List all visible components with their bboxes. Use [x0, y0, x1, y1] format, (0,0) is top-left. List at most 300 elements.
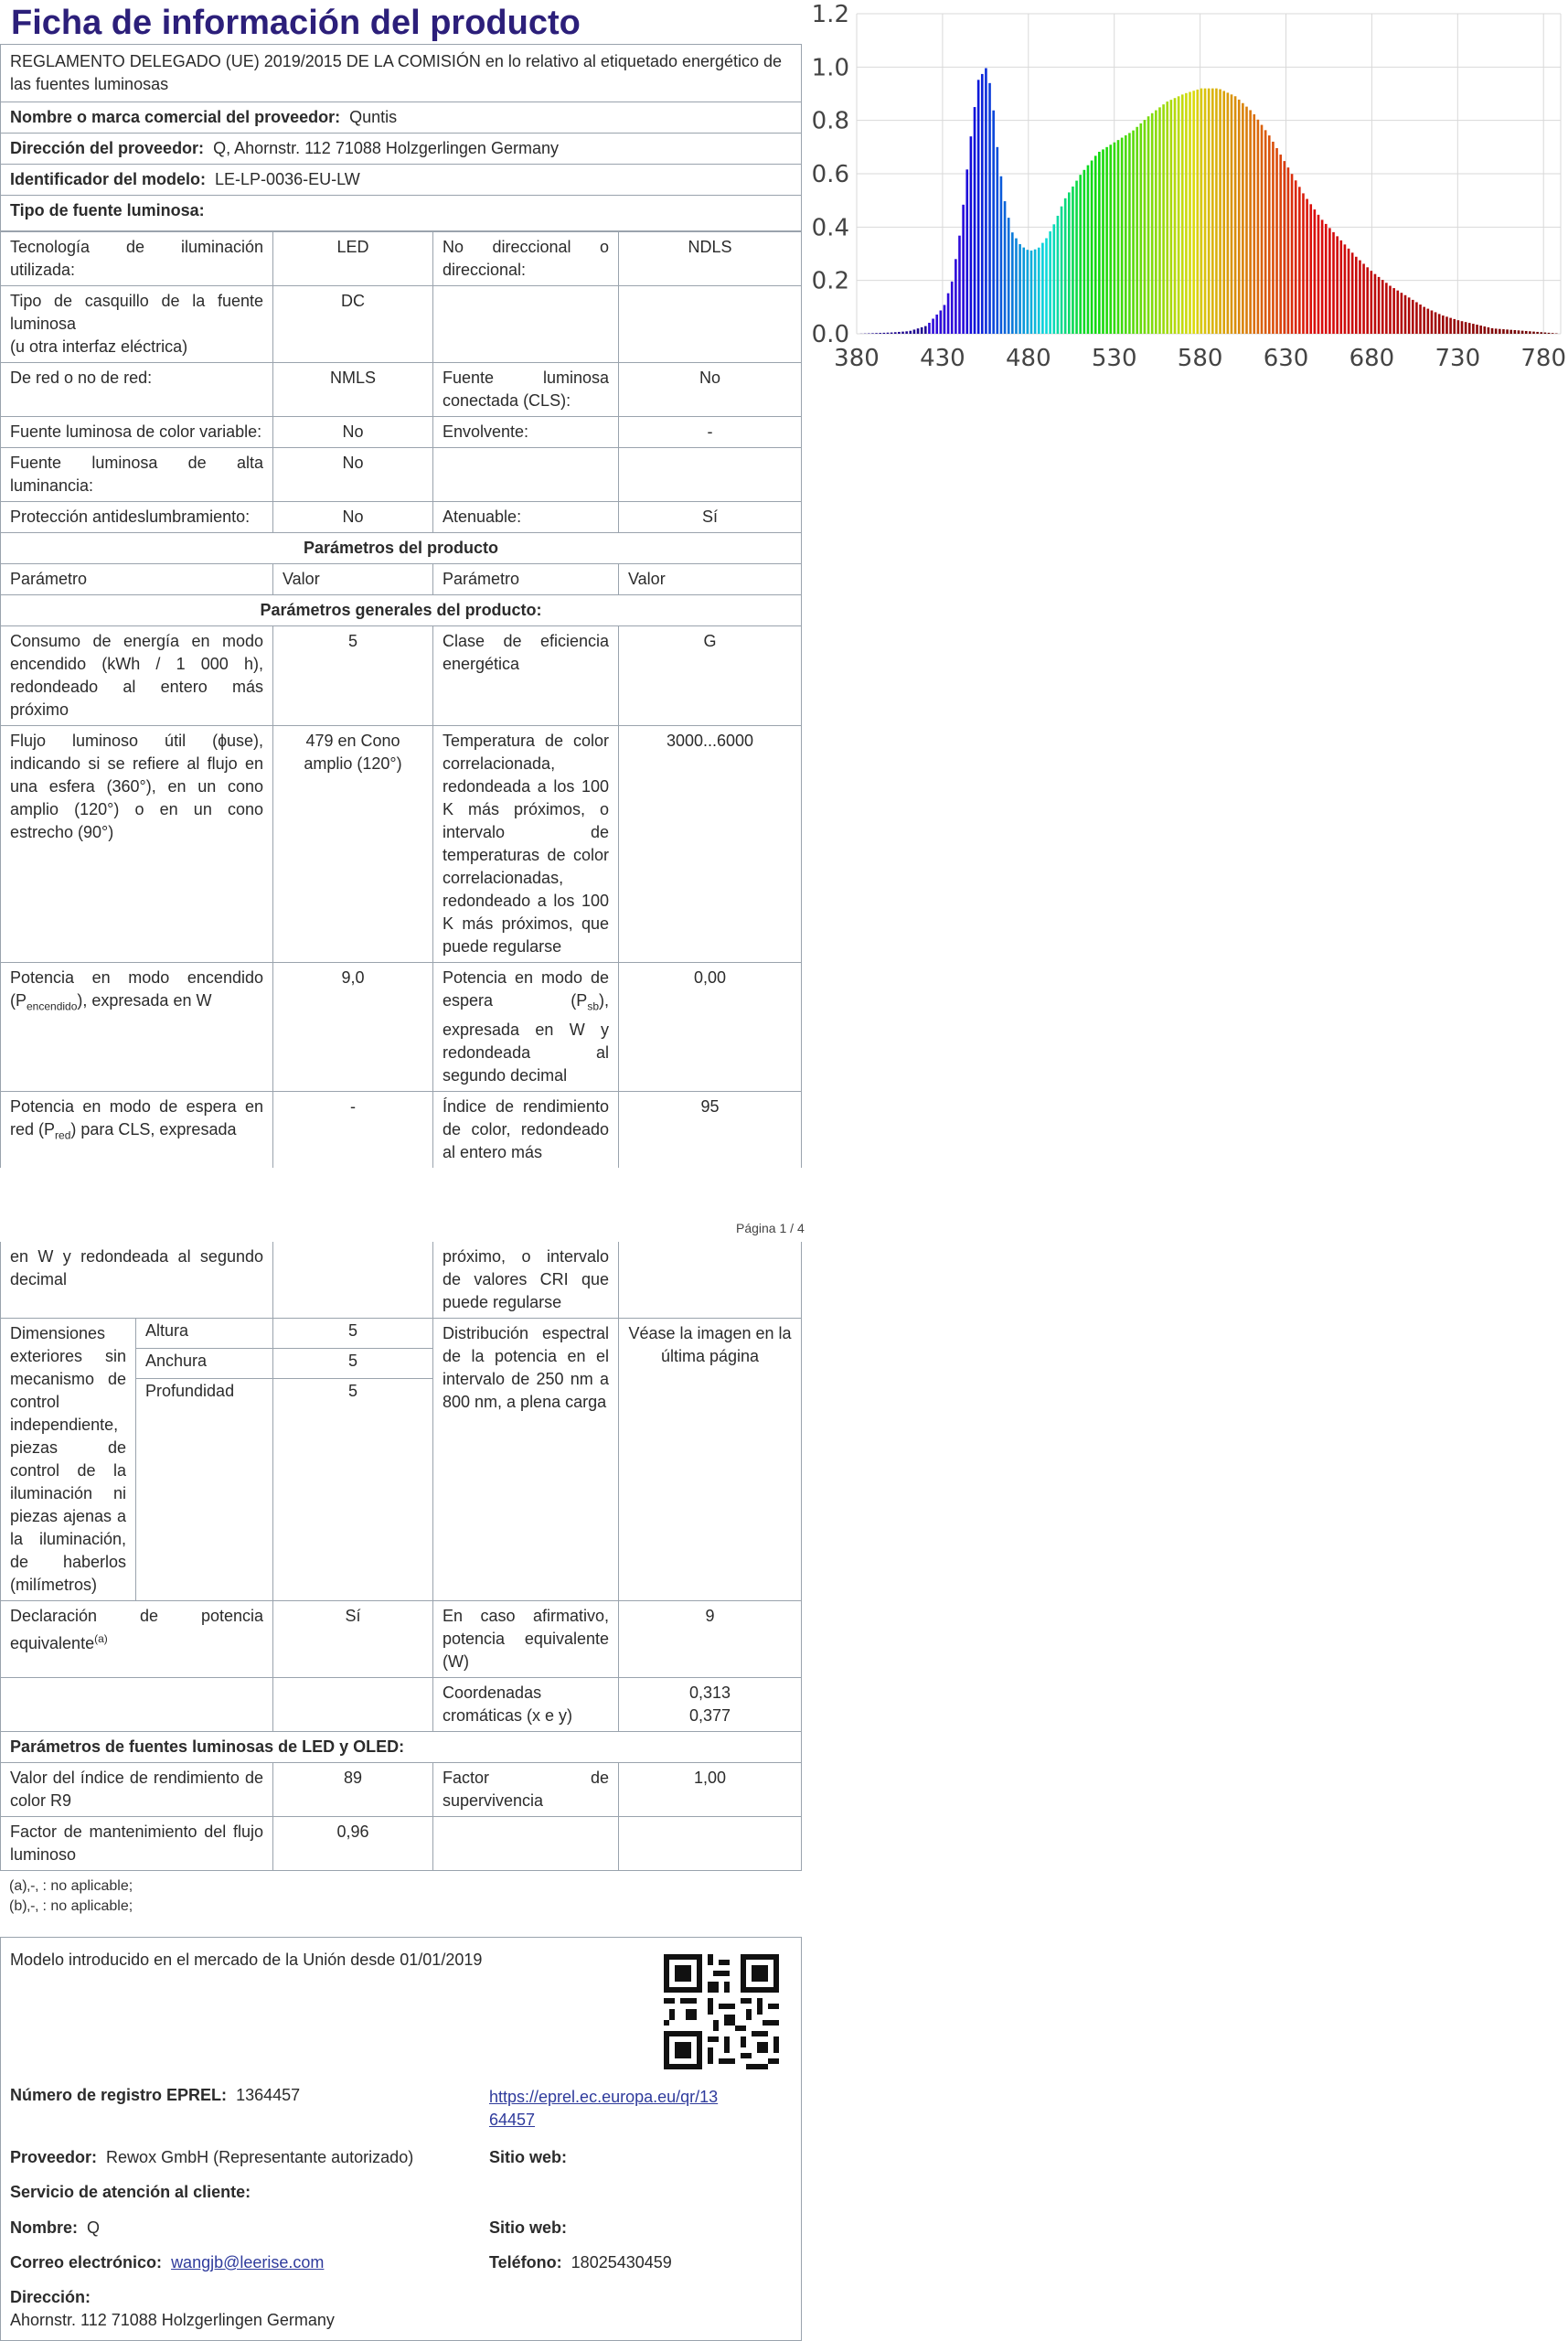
spectrum-bar: [1257, 120, 1260, 334]
spectrum-bar: [1064, 198, 1067, 334]
general-value-2: 95: [619, 1091, 802, 1168]
type-label-sub: (u otra interfaz eléctrica): [10, 337, 188, 356]
type-value-2: Sí: [619, 502, 802, 533]
spectrum-bar: [1328, 228, 1331, 334]
spectrum-bar: [1552, 333, 1554, 334]
source-type-heading: Tipo de fuente luminosa:: [1, 196, 802, 231]
spectrum-bar: [905, 331, 908, 334]
type-label: Fuente luminosa de color variable:: [1, 417, 273, 448]
network-standby-label-end: ) para CLS, expresada: [70, 1119, 237, 1138]
spectrum-bar: [1000, 176, 1003, 334]
col-value-header-2: Valor: [619, 564, 802, 595]
equivalent-value: Sí: [273, 1601, 433, 1678]
chroma-label: Coordenadas cromáticas (x e y): [433, 1678, 619, 1732]
spectrum-bar: [1536, 332, 1539, 334]
general-label: [1, 963, 273, 1092]
spectrum-bar: [1344, 244, 1347, 334]
spectral-label: Distribución espectral de la potencia en el intervalo de 250 nm a 800 nm, a plena carga: [433, 1319, 619, 1601]
page-number: Página 1 / 4: [736, 1221, 805, 1235]
y-tick-label: 0.4: [811, 214, 849, 242]
spectrum-bar: [1472, 324, 1475, 334]
spectrum-bar: [1196, 90, 1199, 334]
general-row: [1, 1091, 802, 1168]
type-row: [1, 232, 802, 286]
spectrum-bar: [1261, 125, 1264, 334]
type-row: [1, 286, 802, 363]
y-tick-label: 0.6: [811, 161, 849, 188]
general-value-2: G: [619, 626, 802, 726]
footnote-b: (b)‚-‚ : no aplicable;: [9, 1898, 133, 1914]
spectrum-bar: [1041, 243, 1044, 334]
spectrum-bar: [1030, 251, 1033, 334]
spectrum-bar: [1038, 248, 1040, 334]
continued-label: en W y redondeada al segundo decimal: [1, 1242, 273, 1319]
footnote-a: (a)‚-‚ : no aplicable;: [9, 1878, 133, 1894]
supplier-row: [1, 102, 802, 134]
spectrum-bar: [1381, 280, 1384, 334]
spectrum-bar: [1231, 94, 1233, 334]
params-heading: Parámetros del producto: [1, 533, 802, 564]
contact-email: [10, 2253, 324, 2272]
led-row: [1, 1763, 802, 1817]
spectrum-bar: [1317, 215, 1320, 334]
led-value: 0,96: [273, 1817, 433, 1871]
y-axis-ticks: [812, 1, 849, 348]
spectrum-bar: [1144, 120, 1147, 334]
spectrum-bar: [958, 236, 961, 334]
provider-value: Rewox GmbH (Representante autorizado): [106, 2148, 414, 2166]
eprel-footer: [0, 1937, 802, 2341]
product-information-sheet: [0, 0, 802, 1168]
y-tick-label: 0.0: [811, 321, 849, 348]
spectrum-bar: [1509, 330, 1512, 334]
spectrum-bar: [1253, 114, 1255, 334]
general-value: -: [273, 1091, 433, 1168]
phone-value: 18025430459: [571, 2253, 672, 2272]
spectrum-bar: [1453, 319, 1456, 334]
led-row: [1, 1817, 802, 1871]
x-tick-label: 380: [834, 345, 880, 372]
type-value: LED: [273, 232, 433, 286]
spectrum-bar: [901, 332, 904, 334]
spectrum-bar: [1461, 321, 1464, 334]
spectrum-bar: [1339, 241, 1342, 334]
spectrum-bar: [1011, 232, 1014, 334]
standby-sub: sb: [587, 999, 599, 1013]
spectrum-bar: [1442, 315, 1445, 334]
led-value-2: 1,00: [619, 1763, 802, 1817]
spectrum-bar: [1521, 331, 1524, 334]
spectrum-bar: [1004, 201, 1007, 334]
type-label-main: Tipo de casquillo de la fuente luminosa: [10, 292, 263, 333]
model-row: [1, 165, 802, 196]
network-standby-label: Potencia en modo de espera en red (P: [10, 1096, 263, 1138]
spectrum-bar: [1068, 192, 1071, 334]
spectrum-bar: [1351, 252, 1354, 334]
spectrum-bar: [1128, 133, 1131, 334]
general-label-2: Clase de eficiencia energética: [433, 626, 619, 726]
spectrum-bar: [1423, 307, 1425, 334]
spectrum-bar: [940, 311, 943, 334]
spectrum-bar: [1514, 330, 1517, 334]
spectrum-bar: [1506, 329, 1509, 334]
provider: [10, 2148, 413, 2167]
footnotes: [0, 1871, 802, 1922]
x-tick-label: 430: [920, 345, 965, 372]
spectrum-bar: [1238, 100, 1241, 334]
type-table: [0, 231, 802, 1168]
spectrum-bar: [955, 259, 957, 334]
regulation-text: REGLAMENTO DELEGADO (UE) 2019/2015 DE LA COMISIÓN en lo relativo al etiquetado energético de las fuentes luminosas: [1, 45, 802, 102]
type-label: De red o no de red:: [1, 363, 273, 417]
spectrum-bar: [1298, 187, 1301, 334]
led-label: Valor del índice de rendimiento de color R9: [1, 1763, 273, 1817]
spectral-distribution-chart: [802, 0, 1568, 402]
type-label: Tecnología de iluminación utilizada:: [1, 232, 273, 286]
continued-row: [1, 1242, 802, 1319]
x-tick-label: 630: [1263, 345, 1309, 372]
spectrum-bar: [1431, 311, 1434, 334]
col-param-header: Parámetro: [1, 564, 273, 595]
continued-value: [273, 1242, 433, 1319]
spectrum-bar: [1279, 155, 1282, 334]
spectrum-bar: [996, 147, 998, 334]
spectrum-bar: [1249, 110, 1252, 334]
customer-service-label: Servicio de atención al cliente:: [10, 2183, 251, 2201]
led-label-2: [433, 1817, 619, 1871]
spectrum-bar: [1170, 100, 1173, 334]
phone-label: Teléfono:: [489, 2253, 562, 2272]
type-row: [1, 417, 802, 448]
spectrum-bar: [1295, 180, 1297, 334]
x-tick-label: 580: [1177, 345, 1223, 372]
spectrum-bar: [894, 332, 897, 334]
x-axis-ticks: [834, 345, 1566, 372]
provider-label: Proveedor:: [10, 2148, 98, 2166]
type-row: [1, 363, 802, 417]
led-heading: Parámetros de fuentes luminosas de LED y OLED:: [1, 1732, 802, 1763]
type-value-2: NDLS: [619, 232, 802, 286]
type-value-2: No: [619, 363, 802, 417]
spectrum-bar: [1348, 249, 1350, 334]
email-label: Correo electrónico:: [10, 2253, 163, 2272]
spectrum-bar: [909, 331, 912, 334]
spectrum-bar: [1234, 96, 1237, 334]
x-tick-label: 780: [1520, 345, 1567, 372]
general-row: [1, 963, 802, 1092]
spectrum-bar: [1079, 175, 1082, 334]
spectrum-bar: [898, 332, 901, 334]
spectrum-bar: [875, 333, 878, 334]
eprel-link[interactable]: [489, 2086, 718, 2132]
spectrum-bar: [1457, 320, 1460, 334]
chroma-x: 0,313: [688, 1684, 731, 1702]
col-value-header: Valor: [273, 564, 433, 595]
spectrum-bar: [1332, 232, 1335, 334]
equivalent-label-2: En caso afirmativo, potencia equivalente (W): [433, 1601, 619, 1678]
eprel-label: Número de registro EPREL:: [10, 2086, 228, 2104]
type-value: DC: [273, 286, 433, 363]
continued-value-2: [619, 1242, 802, 1319]
spectrum-bar: [1091, 161, 1093, 334]
spectrum-bar: [1155, 111, 1157, 334]
spectrum-bar: [1488, 327, 1490, 334]
page-title: Ficha de información del producto: [11, 4, 581, 42]
spectrum-bar: [1125, 135, 1127, 334]
general-value: 9,0: [273, 963, 433, 1092]
type-value-2: [619, 286, 802, 363]
name-value: Q: [87, 2218, 101, 2237]
spectrum-bar: [1362, 263, 1365, 334]
spectrum-bar: [970, 136, 973, 334]
spectrum-bar: [917, 328, 920, 334]
spectrum-bar: [1371, 271, 1373, 334]
y-tick-label: 0.2: [811, 267, 849, 295]
eprel-value: 1364457: [236, 2086, 301, 2104]
spectrum-bar: [1208, 89, 1211, 334]
spectrum-bar: [1359, 261, 1361, 334]
spectrum-bar: [1525, 331, 1528, 334]
spectrum-bar: [974, 107, 976, 334]
type-label-2: [433, 286, 619, 363]
address-value: Q, Ahornstr. 112 71088 Holzgerlingen Germany: [213, 139, 559, 157]
spectrum-bar: [981, 74, 984, 334]
spectrum-bar: [1408, 297, 1411, 334]
type-label: Fuente luminosa de alta luminancia:: [1, 448, 273, 502]
general-value: 5: [273, 626, 433, 726]
spectrum-bar: [1495, 328, 1498, 334]
type-value: NMLS: [273, 363, 433, 417]
spectrum-bar: [879, 333, 881, 334]
spectrum-bar: [1529, 331, 1531, 334]
x-tick-label: 530: [1091, 345, 1137, 372]
spectrum-bar: [1532, 332, 1535, 334]
spectrum-bar: [1178, 96, 1180, 334]
spectrum-bar: [1314, 209, 1317, 334]
spectrum-bar: [1415, 302, 1418, 334]
spectrum-bar: [1192, 91, 1195, 334]
led-value-2: [619, 1817, 802, 1871]
continued-label-2: próximo, o intervalo de valores CRI que puede regularse: [433, 1242, 619, 1319]
type-label: Protección antideslumbramiento:: [1, 502, 273, 533]
spectrum-bar: [1366, 267, 1369, 334]
spectrum-bar: [1185, 93, 1188, 334]
spectrum-bar: [1057, 216, 1060, 334]
email-link[interactable]: wangjb@leerise.com: [171, 2253, 325, 2272]
dimension-value: 5: [273, 1349, 433, 1379]
spectrum-bar: [965, 169, 968, 334]
model-value: LE-LP-0036-EU-LW: [215, 170, 360, 188]
spectrum-bar: [1272, 142, 1275, 334]
type-label-2: Fuente luminosa conectada (CLS):: [433, 363, 619, 417]
spectrum-bar: [1389, 286, 1392, 335]
spectrum-bar: [1404, 295, 1407, 334]
address-value-footer: Ahornstr. 112 71088 Holzgerlingen Germany: [10, 2311, 335, 2329]
spectrum-bar: [992, 111, 995, 334]
general-value: 479 en Cono amplio (120°): [273, 726, 433, 963]
equivalent-value-2: 9: [619, 1601, 802, 1678]
spectrum-bar: [1117, 140, 1120, 334]
general-value-2: 0,00: [619, 963, 802, 1092]
equivalent-row: [1, 1601, 802, 1678]
dimension-name: Altura: [136, 1319, 273, 1349]
col-param-header-2: Parámetro: [433, 564, 619, 595]
general-heading: Parámetros generales del producto:: [1, 595, 802, 626]
general-row: [1, 626, 802, 726]
spectrum-bar: [1435, 312, 1437, 334]
spectrum-bar: [1284, 161, 1286, 334]
spectrum-bar: [887, 333, 890, 334]
spectrum-bar: [871, 333, 874, 334]
contact-phone: [489, 2253, 672, 2272]
type-row: [1, 448, 802, 502]
spectrum-bar: [913, 329, 916, 334]
spectrum-bar: [944, 305, 946, 335]
spectrum-bar: [1302, 193, 1305, 334]
spectrum-bar: [1034, 250, 1037, 334]
address-label-footer: Dirección:: [10, 2288, 91, 2306]
spectrum-bar: [985, 69, 987, 335]
supplier-value: Quntis: [349, 108, 398, 126]
dimension-row: [1, 1319, 802, 1349]
spectrum-bar: [1008, 218, 1010, 334]
spectrum-bar: [1385, 283, 1388, 334]
led-label: Factor de mantenimiento del flujo luminoso: [1, 1817, 273, 1871]
spectrum-bar: [1445, 316, 1448, 334]
spectrum-bar: [1189, 92, 1191, 334]
type-label-2: Envolvente:: [433, 417, 619, 448]
spectrum-bar: [1045, 238, 1048, 334]
general-label-2: Temperatura de color correlacionada, redondeada a los 100 K más próximos, o intervalo de temperaturas de color correlacionadas, redondeado a los 100 K más próximos, que puede regularse: [433, 726, 619, 963]
spectrum-bar: [1306, 199, 1308, 334]
spectrum-bar: [1544, 333, 1547, 334]
spectrum-bar: [1019, 244, 1021, 334]
spectrum-bar: [1083, 170, 1086, 334]
type-value: No: [273, 502, 433, 533]
chroma-y: 0,377: [688, 1706, 731, 1725]
spectrum-bar: [1479, 326, 1482, 334]
network-standby-sub: red: [55, 1128, 71, 1142]
eprel-url-line-2[interactable]: 64457: [489, 2111, 536, 2129]
power-on-sub: encendido: [27, 999, 78, 1013]
supplier-label: Nombre o marca comercial del proveedor:: [10, 108, 341, 126]
spectrum-bar: [932, 318, 934, 334]
name-label: Nombre:: [10, 2218, 79, 2237]
type-label-2: No direccional o direccional:: [433, 232, 619, 286]
general-row: [1, 726, 802, 963]
general-label-2: Índice de rendimiento de color, redondeado al entero más: [433, 1091, 619, 1168]
spectrum-bar: [1015, 239, 1018, 334]
y-tick-label: 1.0: [811, 54, 849, 82]
spectrum-bar: [921, 327, 923, 334]
contact-name: [10, 2218, 100, 2238]
spectrum-bar: [1449, 318, 1452, 334]
spectrum-bar: [928, 323, 931, 334]
spectrum-bar: [1468, 323, 1471, 334]
spectrum-bar: [1325, 224, 1328, 334]
type-label-2: [433, 448, 619, 502]
dimension-name: Profundidad: [136, 1379, 273, 1601]
general-value-2: 3000...6000: [619, 726, 802, 963]
spectrum-bar: [883, 333, 886, 334]
spectrum-bar: [1396, 291, 1399, 334]
column-header-row: [1, 564, 802, 595]
spectrum-bar: [1518, 330, 1520, 334]
spectrum-bar: [1309, 204, 1312, 334]
equivalent-label-text: Declaración de potencia equivalente: [10, 1607, 263, 1652]
model-label: Identificador del modelo:: [10, 170, 207, 188]
type-label-2: Atenuable:: [433, 502, 619, 533]
spectrum-bar: [891, 333, 893, 334]
spectrum-bar: [1491, 328, 1494, 334]
x-tick-label: 480: [1005, 345, 1051, 372]
spectrum-bar: [1412, 300, 1414, 334]
spectrum-bar: [1275, 148, 1278, 334]
x-tick-label: 730: [1435, 345, 1481, 372]
spectrum-bar: [1049, 231, 1051, 334]
spectrum-bar: [1061, 207, 1063, 334]
spectrum-bar: [1140, 123, 1143, 334]
general-label-2: [433, 963, 619, 1092]
spectrum-bar: [1109, 144, 1112, 334]
y-tick-label: 1.2: [811, 1, 849, 28]
spectrum-bar: [1204, 89, 1207, 334]
spectrum-bar: [1438, 314, 1441, 334]
spectrum-bar: [1287, 167, 1290, 334]
spectrum-bar: [1200, 89, 1203, 334]
spectrum-bar: [1147, 116, 1150, 334]
spectrum-bar: [1121, 138, 1124, 334]
spectrum-bar: [1540, 332, 1542, 334]
type-value-2: [619, 448, 802, 502]
spectrum-bar: [1151, 113, 1154, 334]
led-label-2: Factor de supervivencia: [433, 1763, 619, 1817]
chroma-values: [619, 1678, 802, 1732]
spectrum-bar: [1087, 166, 1090, 334]
address-row: [1, 134, 802, 165]
spectrum-bar: [1219, 90, 1221, 334]
spectrum-bar: [1419, 305, 1422, 334]
spectrum-bar: [1548, 333, 1551, 334]
website-label-2: Sitio web:: [489, 2218, 567, 2237]
dimensions-label: Dimensiones exteriores sin mecanismo de control independiente, piezas de control de la iluminación ni piezas ajenas a la iluminación, de haberlos (milímetros): [1, 1319, 136, 1601]
website-label: Sitio web:: [489, 2148, 567, 2166]
market-date: Modelo introducido en el mercado de la Unión desde 01/01/2019: [10, 1951, 483, 1969]
qr-code-icon: [664, 1954, 779, 2069]
dimension-name: Anchura: [136, 1349, 273, 1379]
spectrum-bar: [1094, 155, 1097, 334]
standby-label: Potencia en modo de espera (P: [443, 968, 609, 1010]
x-tick-label: 680: [1349, 345, 1395, 372]
power-on-label: Potencia en modo encendido (P: [10, 968, 263, 1010]
chroma-row: [1, 1678, 802, 1732]
spectrum-bar: [1022, 248, 1025, 334]
spectrum-bar: [1502, 329, 1505, 334]
spectrum-bar: [1401, 293, 1403, 334]
spectrum-bar: [1222, 91, 1225, 334]
spectrum-bar: [1499, 329, 1501, 334]
spectrum-bar: [1072, 187, 1074, 334]
continued-table: [0, 1242, 802, 1871]
spectrum-bar: [1378, 277, 1381, 334]
spectrum-bar: [1075, 181, 1078, 334]
eprel-url-line-1[interactable]: https://eprel.ec.europa.eu/qr/13: [489, 2088, 719, 2106]
spectrum-bar: [1227, 92, 1230, 334]
spectrum-bar: [1268, 135, 1271, 334]
type-row: [1, 502, 802, 533]
spectrum-bar: [951, 282, 954, 334]
spectrum-bar: [1211, 89, 1214, 334]
